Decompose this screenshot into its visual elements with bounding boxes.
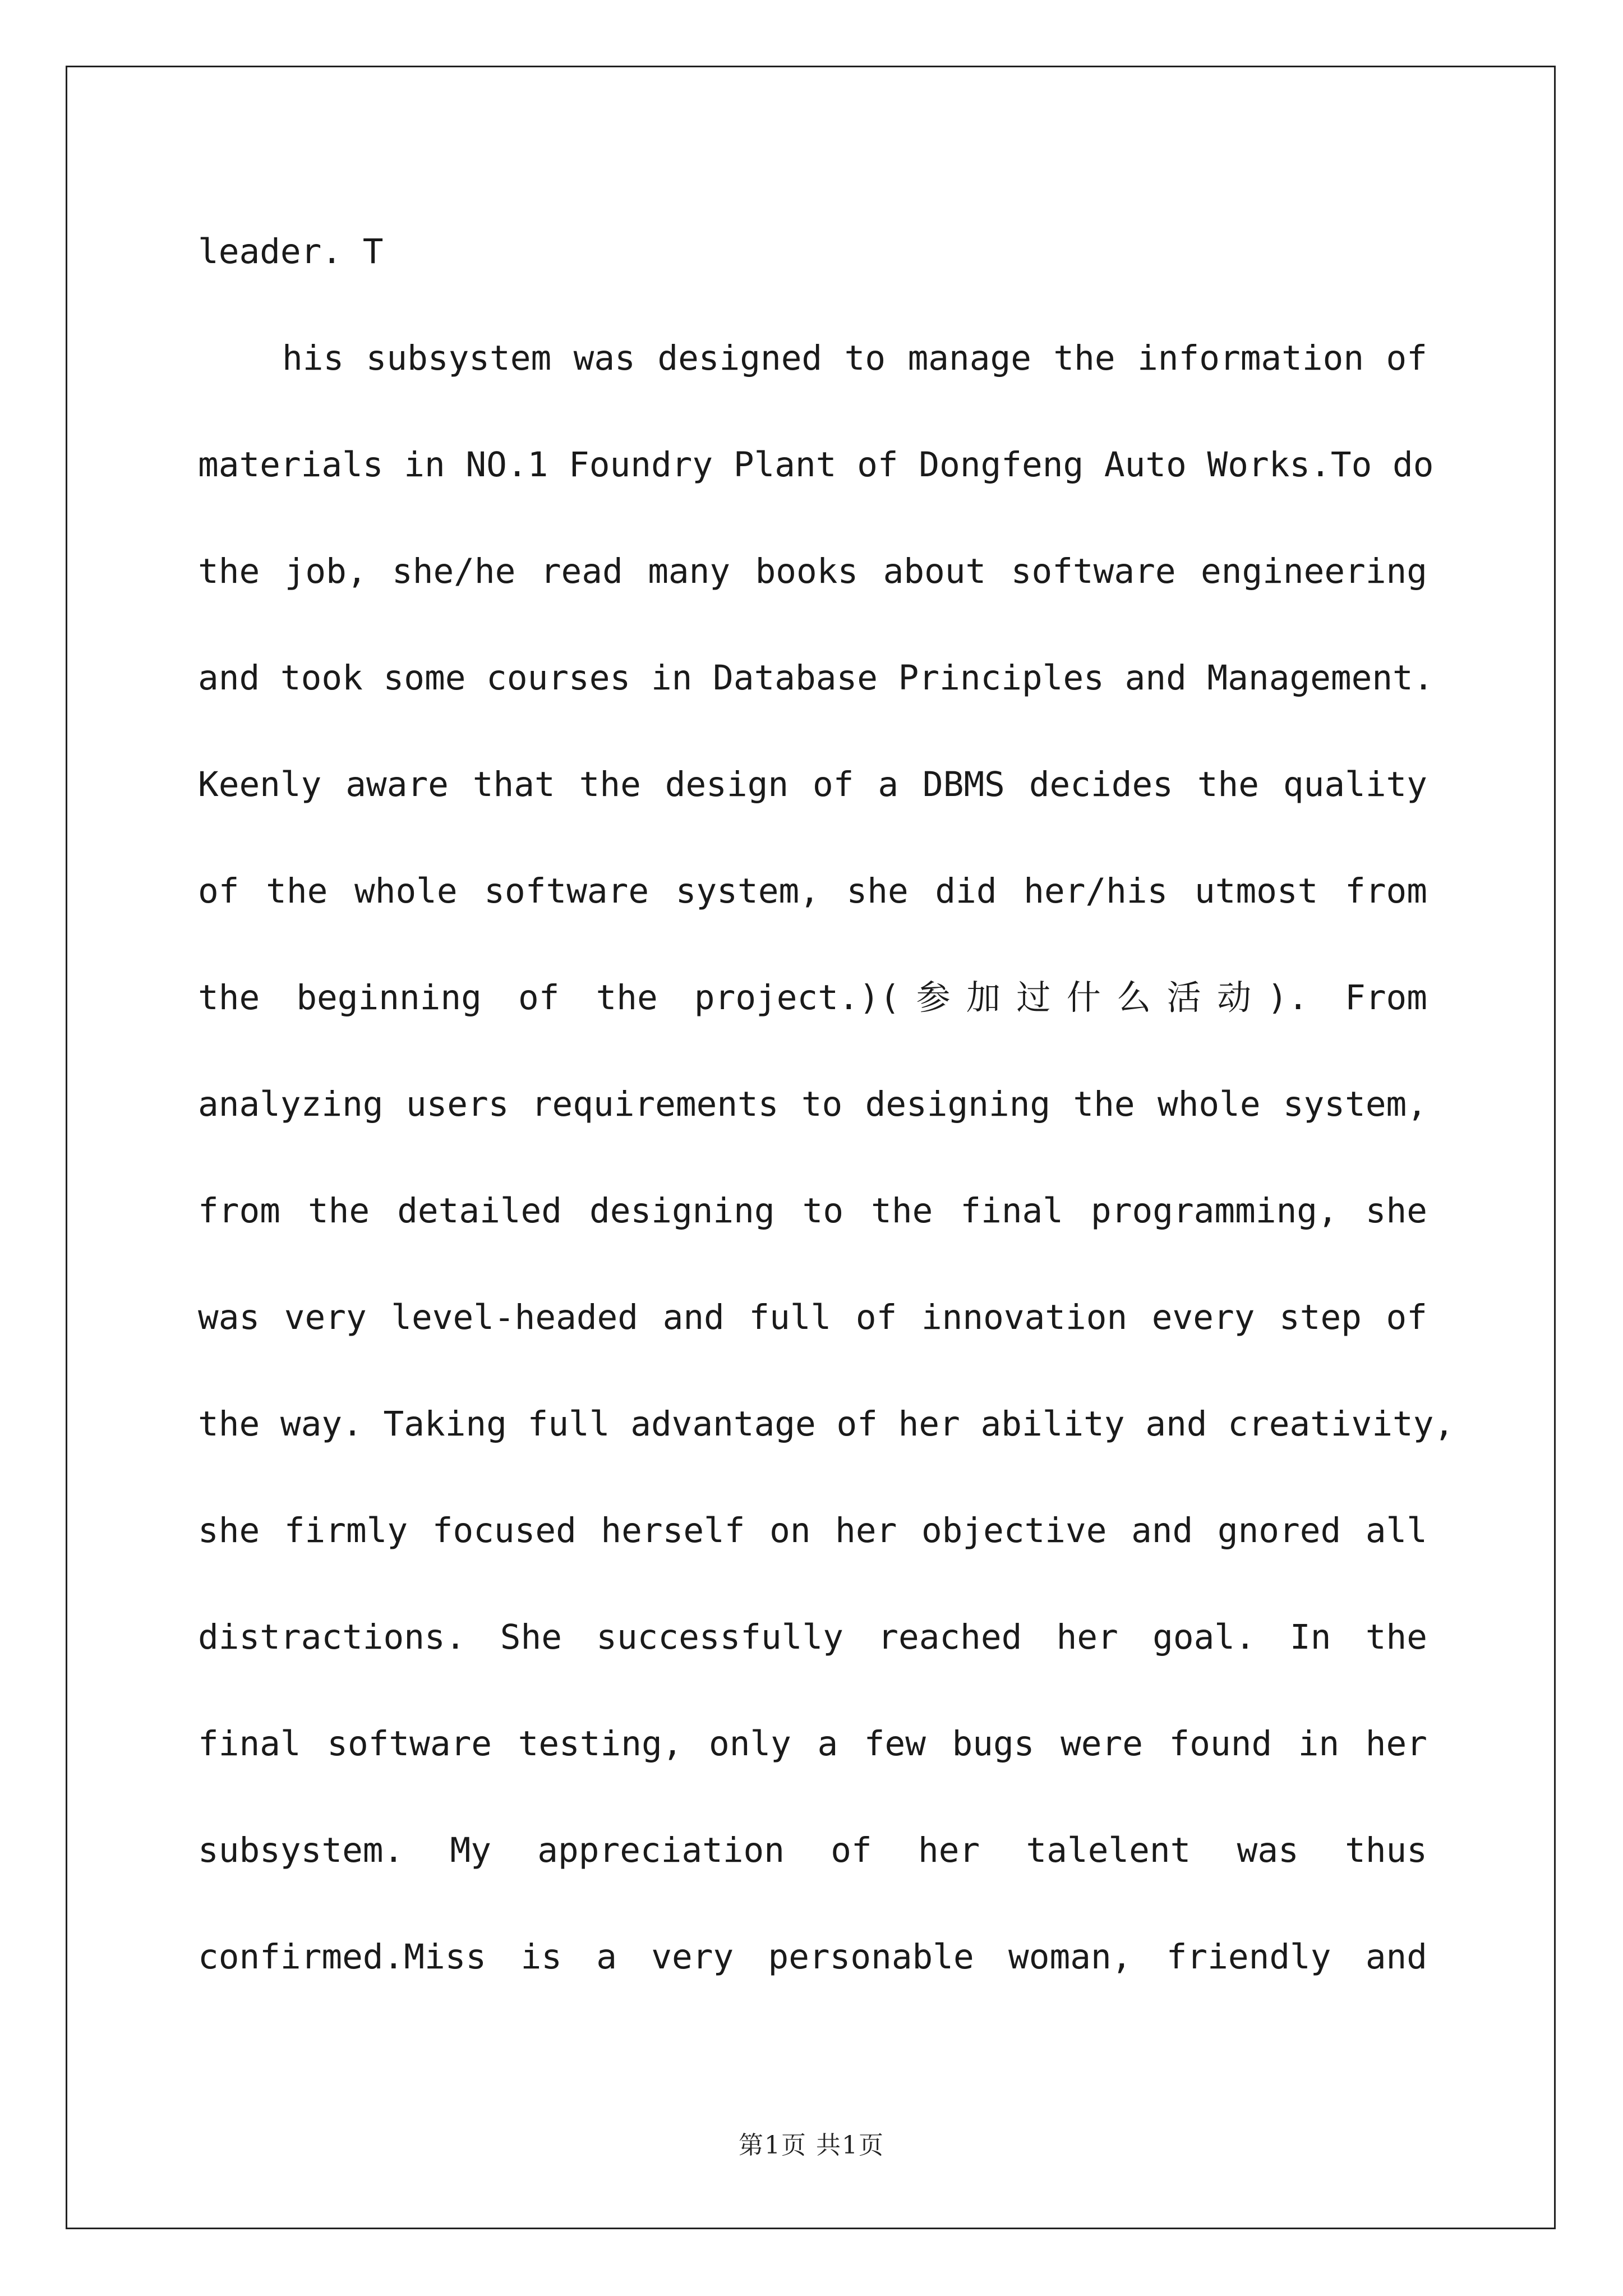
text-line: of the whole software system, she did her/his utmost from (198, 871, 1427, 911)
text-line: the beginning of the project.)(参加过什么活动). From (198, 978, 1427, 1018)
text-line: confirmed.Miss is a very personable woman, friendly and (198, 1937, 1427, 1977)
text-line: and took some courses in Database Principles and Management. (198, 658, 1434, 698)
text-line: was very level-headed and full of innovation every step of (198, 1297, 1427, 1337)
text-line: she firmly focused herself on her objective and gnored all (198, 1511, 1427, 1550)
text-line: from the detailed designing to the final programming, she (198, 1191, 1427, 1231)
text-line: subsystem. My appreciation of her talelent was thus (198, 1830, 1427, 1870)
text-line: leader. T (198, 232, 384, 272)
text-line: the way. Taking full advantage of her ability and creativity, (198, 1404, 1455, 1444)
text-line: the job, she/he read many books about software engineering (198, 551, 1427, 591)
document-body (198, 199, 1455, 2010)
text-line: materials in NO.1 Foundry Plant of Dongfeng Auto Works.To do (198, 445, 1434, 485)
page-footer: 第1页 共1页 (739, 2131, 884, 2160)
text-line: his subsystem was designed to manage the information of (282, 338, 1427, 378)
text-line: analyzing users requirements to designing the whole system, (198, 1084, 1427, 1124)
text-line: final software testing, only a few bugs were found in her (198, 1724, 1427, 1764)
text-line: distractions. She successfully reached her goal. In the (198, 1617, 1427, 1657)
text-line: Keenly aware that the design of a DBMS decides the quality (198, 765, 1427, 804)
